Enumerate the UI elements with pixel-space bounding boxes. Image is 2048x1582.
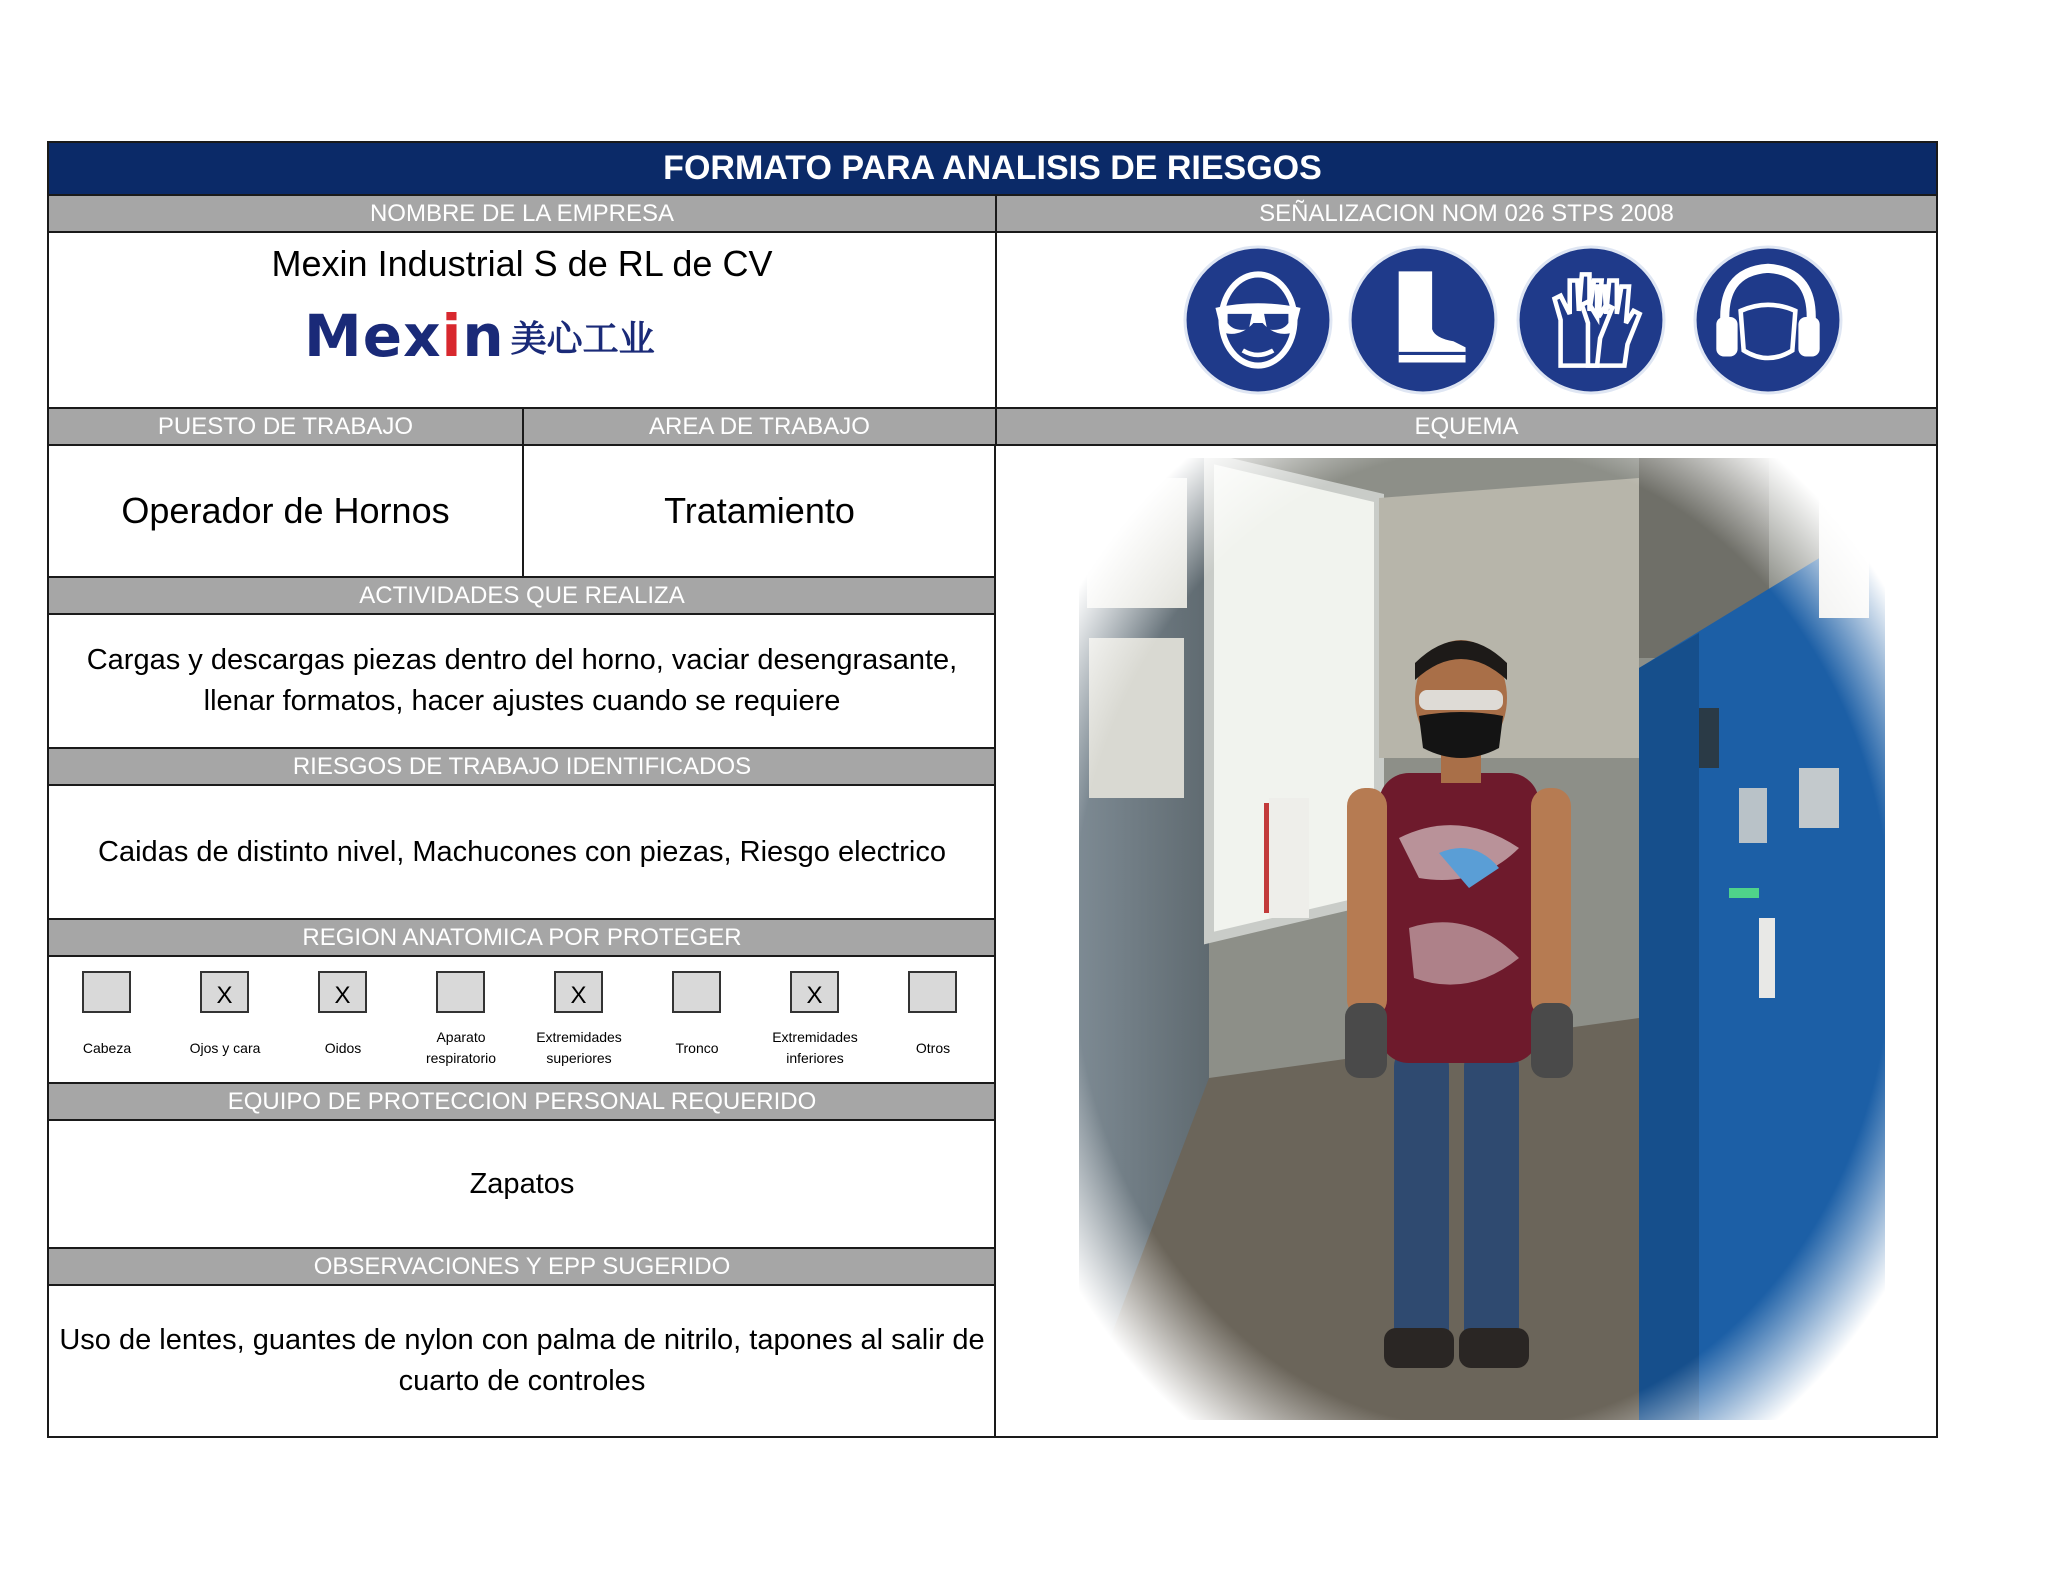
ppe-required-value: Zapatos — [469, 1167, 575, 1200]
safety-boots-icon — [1347, 244, 1499, 396]
job-position-header: PUESTO DE TRABAJO — [49, 407, 522, 446]
ppe-required-header: EQUIPO DE PROTECCION PERSONAL REQUERIDO — [49, 1082, 995, 1121]
logo-wordmark: Mexin — [304, 302, 505, 370]
scheme-header: EQUEMA — [995, 407, 1936, 446]
work-area-value: Tratamiento — [522, 446, 995, 576]
checkbox-oidos[interactable]: X — [318, 971, 367, 1013]
checkbox-ojos-y-cara[interactable]: X — [200, 971, 249, 1013]
activities-header: ACTIVIDADES QUE REALIZA — [49, 576, 995, 615]
company-cell — [49, 233, 995, 407]
checkbox-label-otros: Otros — [915, 1039, 951, 1056]
signage-cell — [995, 233, 1936, 407]
anatomical-region-header: REGION ANATOMICA POR PROTEGER — [49, 918, 995, 957]
job-position-value: Operador de Hornos — [121, 490, 450, 531]
checkbox-extremidades-superiores[interactable]: X — [554, 971, 603, 1013]
checkbox-label-cabeza: Cabeza — [82, 1039, 132, 1056]
safety-gloves-icon — [1515, 244, 1667, 396]
logo-cjk: 美心工业 — [510, 318, 655, 360]
risks-value: Caidas de distinto nivel, Machucones con piezas, Riesgo electrico — [98, 835, 946, 868]
checkbox-extremidades-inferiores[interactable]: X — [790, 971, 839, 1013]
observations-header: OBSERVACIONES Y EPP SUGERIDO — [49, 1247, 995, 1286]
checkbox-aparato-respiratorio[interactable] — [436, 971, 485, 1013]
form-title: FORMATO PARA ANALISIS DE RIESGOS — [49, 143, 1936, 194]
checkbox-tronco[interactable] — [672, 971, 721, 1013]
activities-value: Cargas y descargas piezas dentro del horno, vaciar desengrasante, llenar formatos, hacer ajustes cuando se requiere — [86, 644, 958, 717]
checkbox-label-ojos-y-cara: Ojos y cara — [189, 1039, 261, 1056]
signage-header: SEÑALIZACION NOM 026 STPS 2008 — [995, 194, 1936, 233]
checkbox-label-extremidades-superiores: Extremidades superiores — [536, 1029, 622, 1066]
checkbox-label-extremidades-inferiores: Extremidades inferiores — [772, 1029, 858, 1066]
company-header: NOMBRE DE LA EMPRESA — [49, 194, 995, 233]
company-logo — [304, 301, 744, 371]
checkbox-label-tronco: Tronco — [675, 1039, 719, 1056]
safety-glasses-icon — [1182, 244, 1334, 396]
checkbox-label-oidos: Oidos — [324, 1039, 362, 1056]
observations-value: Uso de lentes, guantes de nylon con palma de nitrilo, tapones al salir de cuarto de controles — [59, 1324, 985, 1397]
ear-protection-icon — [1692, 244, 1844, 396]
work-area-header: AREA DE TRABAJO — [522, 407, 995, 446]
company-name: Mexin Industrial S de RL de CV — [271, 243, 773, 284]
column-divider — [994, 446, 996, 1436]
checkbox-otros[interactable] — [908, 971, 957, 1013]
checkbox-label-aparato-respiratorio: Aparato respiratorio — [425, 1029, 497, 1066]
risks-header: RIESGOS DE TRABAJO IDENTIFICADOS — [49, 747, 995, 786]
checkbox-cabeza[interactable] — [82, 971, 131, 1013]
worker-photo — [1079, 458, 1885, 1420]
risk-analysis-form — [47, 141, 1938, 1438]
anatomical-region-checklist — [49, 957, 995, 1082]
